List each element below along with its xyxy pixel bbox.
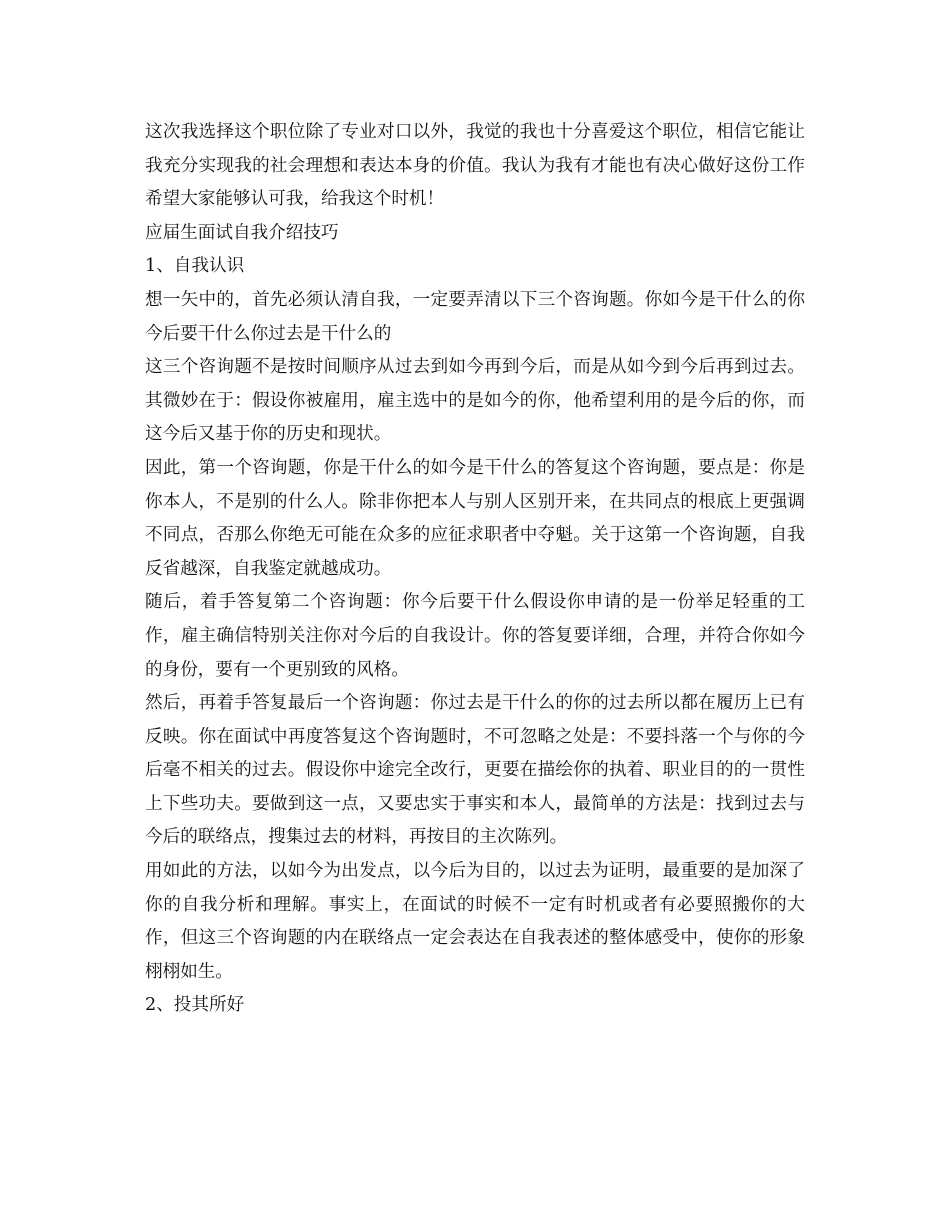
paragraph-last-question: 然后，再着手答复最后一个咨询题：你过去是干什么的你的过去所以都在履历上已有反映。你在面试中再度答复这个咨询题时，不可忽略之处是：不要抖落一个与你的今后毫不相关的过去。假设你中途完全改行，更要在描绘你的执着、职业目的的一贯性上下些功夫。要做到这一点，又要忠实于事实和本人，最简单的方法是：找到过去与今后的联络点，搜集过去的材料，再按目的主次陈列。 xyxy=(145,693,805,848)
subsection-heading-self-knowledge: 1、自我认识 xyxy=(145,256,245,277)
paragraph-three-questions: 想一矢中的，首先必须认清自我，一定要弄清以下三个咨询题。你如今是干什么的你今后要干什么你过去是干什么的 xyxy=(145,289,805,344)
paragraph-method-summary: 用如此的方法，以如今为出发点，以今后为目的，以过去为证明，最重要的是加深了你的自我分析和理解。事实上，在面试的时候不一定有时机或者有必要照搬你的大作，但这三个咨询题的内在联络点一定会表达在自我表述的整体感受中，使你的形象栩栩如生。 xyxy=(145,861,805,982)
paragraph-question-order: 这三个咨询题不是按时间顺序从过去到如今再到今后，而是从如今到今后再到过去。其微妙在于：假设你被雇用，雇主选中的是如今的你，他希望利用的是今后的你，而这今后又基于你的历史和现状。 xyxy=(145,357,805,445)
document-body xyxy=(145,116,805,1023)
subsection-heading-cater: 2、投其所好 xyxy=(145,995,245,1016)
section-title: 应届生面试自我介绍技巧 xyxy=(145,222,339,243)
paragraph-closing-statement: 这次我选择这个职位除了专业对口以外，我觉的我也十分喜爱这个职位，相信它能让我充分实现我的社会理想和表达本身的价值。我认为我有才能也有决心做好这份工作希望大家能够认可我，给我这个时机！ xyxy=(145,122,805,210)
paragraph-first-question: 因此，第一个咨询题，你是干什么的如今是干什么的答复这个咨询题，要点是：你是你本人，不是别的什么人。除非你把本人与别人区别开来，在共同点的根底上更强调不同点，否那么你绝无可能在众多的应征求职者中夺魁。关于这第一个咨询题，自我反省越深，自我鉴定就越成功。 xyxy=(145,457,805,579)
paragraph-second-question: 随后，着手答复第二个咨询题：你今后要干什么假设你申请的是一份举足轻重的工作，雇主确信特别关注你对今后的自我设计。你的答复要详细，合理，并符合你如今的身份，要有一个更别致的风格。 xyxy=(145,592,805,680)
